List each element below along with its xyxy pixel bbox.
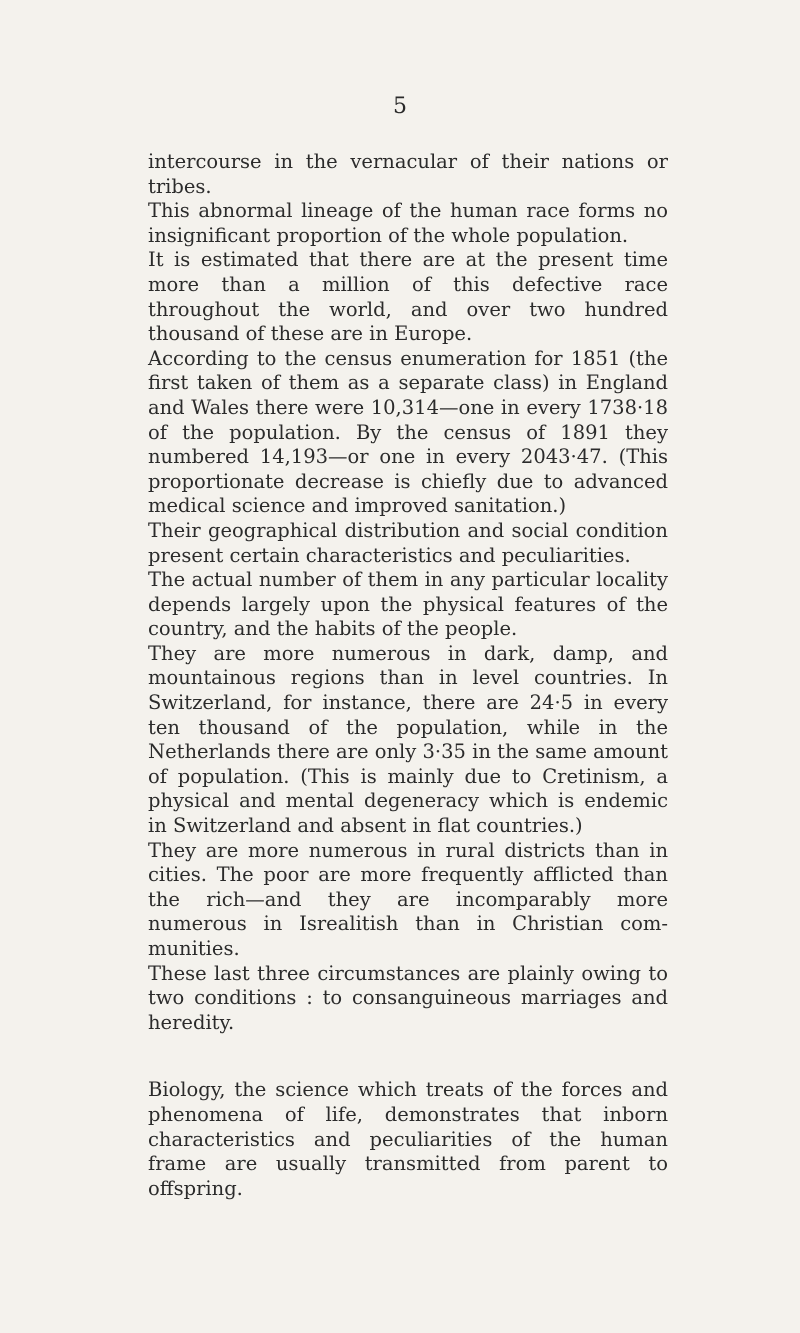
paragraph: These last three circumstances are plainly owing to two conditions : to consanguineous marriages and heredity. [148, 961, 668, 1034]
paragraph: Biology, the science which treats of the forces and phenomena of life, demonstrates that inborn characteristics and peculiarities of the human frame are usually transmitted from parent to offspring. [148, 1078, 668, 1200]
paragraph: They are more numerous in dark, damp, and mountainous regions than in level countries. In Switzerland, for instance, there are 24·5 in every ten thousand of the population, while in the Netherlands there are only 3·35 in the same amount of population. (This is mainly due to Cretinism, a physical and mental degeneracy which is endemic in Switzerland and absent in flat countries.) [148, 641, 668, 838]
page-number: 5 [393, 94, 407, 119]
paragraph: It is estimated that there are at the present time more than a million of this defective race throughout the world, and over two hundred thousand of these are in Europe. [148, 248, 668, 346]
paragraph: The actual number of them in any particular locality depends largely upon the physical features of the country, and the habits of the people. [148, 568, 668, 641]
paragraph: Their geographical distribution and social condition present certain characteristics and peculiarities. [148, 518, 668, 567]
paragraph: They are more numerous in rural districts than in cities. The poor are more frequently afflicted than the rich—and they are incomparably more numerous in Isrealitish than in Christian communities. [148, 838, 668, 960]
paragraph: intercourse in the vernacular of their nations or tribes. [148, 150, 668, 198]
paragraph: This abnormal lineage of the human race forms no insignificant proportion of the whole population. [148, 199, 668, 247]
paragraph: According to the census enumeration for 1851 (the first taken of them as a separate class) in England and Wales there were 10,314—one in every 1738·18 of the population. By the census of 1891 they numbered 14,193—or one in every 2043·47. (This proportionate decrease is chiefly due to advanced medical science and improved sanitation.) [148, 346, 668, 518]
body-text [148, 150, 668, 1201]
